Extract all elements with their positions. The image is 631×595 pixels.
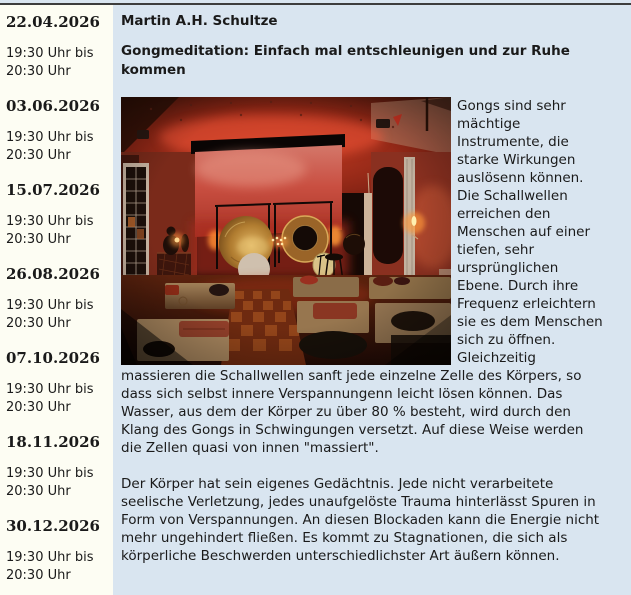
meditation-room-photo [121, 97, 451, 365]
event-time-range [6, 381, 113, 417]
schedule-column [0, 5, 113, 595]
speaker-name: Martin A.H. Schultze [121, 13, 278, 29]
schedule-entry [6, 432, 113, 501]
event-date: 30.12.2026 [6, 517, 100, 535]
schedule-entry [6, 516, 113, 585]
schedule-entry [6, 264, 113, 333]
schedule-entry [6, 180, 113, 249]
event-time-range [6, 549, 113, 585]
time-start: 19:30 Uhr bis [6, 130, 94, 145]
schedule-entry [6, 96, 113, 165]
time-end: 20:30 Uhr [6, 64, 71, 79]
time-start: 19:30 Uhr bis [6, 466, 94, 481]
event-paragraph-2: Der Körper hat sein eigenes Gedächtnis. Jede nicht verarbeitete seelische Verletzung, jedes unaufgelöste Trauma hinterlässt Spuren in Form von Verspannungen. An diesen Blockaden kann die Energie nicht mehr ungehindert fließen. Es kommt zu Stagnationen, die sich als körperliche Beschwerden unterschiedlichster Art äußern können. [121, 476, 600, 564]
event-time-range [6, 45, 113, 81]
event-paragraph-1: Gongs sind sehr mächtige Instrumente, die starke Wirkungen auslösenn können. Die Schallwellen erreichen den Menschen auf einer tiefen, sehr ursprünglichen Ebene. Durch ihre Frequenz erleichtern sie es dem Menschen sich zu öffnen. Gleichzeitig massieren die Schallwellen sanft jede einzelne Zelle des Körpers, so dass sich selbst innere Verspannungenn leicht lösen können. Das Wasser, aus dem der Körper zu über 80 % besteht, wird durch den Klang des Gongs in Schwingungen versetzt. Auf diese Weise werden die Zellen quasi von innen "massiert". [121, 98, 603, 456]
event-time-range [6, 297, 113, 333]
time-end: 20:30 Uhr [6, 484, 71, 499]
event-time-range [6, 129, 113, 165]
time-end: 20:30 Uhr [6, 148, 71, 163]
event-date: 07.10.2026 [6, 349, 100, 367]
schedule-entry [6, 12, 113, 81]
time-end: 20:30 Uhr [6, 232, 71, 247]
time-start: 19:30 Uhr bis [6, 298, 94, 313]
time-end: 20:30 Uhr [6, 568, 71, 583]
event-title: Gongmeditation: Einfach mal entschleunigen und zur Ruhe kommen [121, 43, 570, 78]
schedule-entry [6, 348, 113, 417]
time-start: 19:30 Uhr bis [6, 214, 94, 229]
event-date: 26.08.2026 [6, 265, 100, 283]
time-end: 20:30 Uhr [6, 316, 71, 331]
time-start: 19:30 Uhr bis [6, 550, 94, 565]
event-time-range [6, 465, 113, 501]
event-date: 15.07.2026 [6, 181, 100, 199]
event-date: 18.11.2026 [6, 433, 100, 451]
event-page [0, 5, 631, 595]
event-date: 22.04.2026 [6, 13, 100, 31]
time-end: 20:30 Uhr [6, 400, 71, 415]
event-detail-panel [113, 5, 631, 595]
time-start: 19:30 Uhr bis [6, 382, 94, 397]
event-time-range [6, 213, 113, 249]
event-description [121, 97, 607, 457]
time-start: 19:30 Uhr bis [6, 46, 94, 61]
event-date: 03.06.2026 [6, 97, 100, 115]
